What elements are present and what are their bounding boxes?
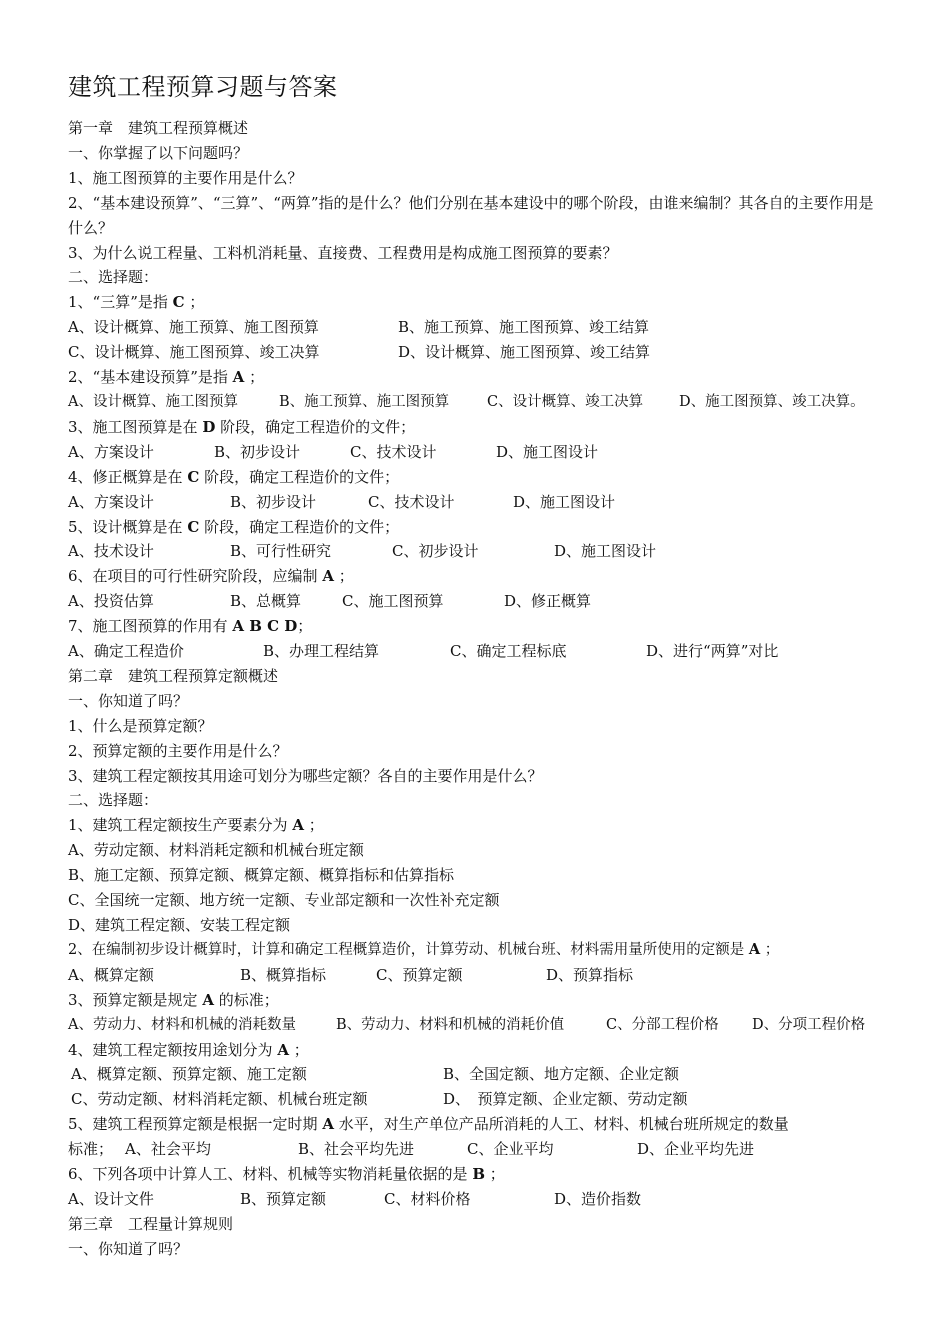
question-tail: 的标准； bbox=[218, 990, 279, 1009]
options-row bbox=[68, 1087, 888, 1112]
section-heading: 二、选择题： bbox=[68, 791, 159, 810]
question-stem: 2、在编制初步设计概算时，计算和确定工程概算造价，计算劳动、机械台班、材料需用量所使用的定额是 bbox=[68, 941, 745, 958]
option: C、设计概算、竣工决算 bbox=[487, 393, 644, 410]
options-row bbox=[68, 490, 888, 515]
answer: D bbox=[202, 417, 216, 436]
chapter-1-heading: 第一章 建筑工程预算概述 bbox=[68, 119, 249, 137]
question-stem: 7、施工图预算的作用有 bbox=[68, 617, 228, 636]
option: A、设计概算、施工预算、施工图预算 bbox=[68, 318, 319, 337]
question-stem: 6、在项目的可行性研究阶段，应编制 bbox=[68, 567, 318, 586]
options-row bbox=[68, 390, 888, 415]
option: C、材料价格 bbox=[384, 1189, 471, 1208]
option: C、全国统一定额、地方统一定额、专业部定额和一次性补充定额 bbox=[68, 891, 500, 910]
option: D、施工图设计 bbox=[513, 492, 616, 511]
options-row bbox=[68, 440, 888, 465]
options-row bbox=[68, 963, 888, 988]
option: D、进行“两算”对比 bbox=[646, 642, 779, 661]
question-tail: ； bbox=[338, 567, 354, 586]
chapter-2-heading: 第二章 建筑工程预算定额概述 bbox=[68, 666, 279, 685]
option: C、预算定额 bbox=[376, 965, 463, 984]
mc-question bbox=[68, 415, 888, 440]
mc-question bbox=[68, 515, 888, 540]
option: C、技术设计 bbox=[350, 442, 437, 461]
answer: A B C D bbox=[232, 617, 298, 636]
question: 2、“基本建设预算”、“三算”、“两算”指的是什么？他们分别在基本建设中的哪个阶段，由谁来编制？其各自的主要作用是什么？ bbox=[68, 193, 874, 237]
option: B、全国定额、地方定额、企业定额 bbox=[443, 1065, 680, 1084]
option: C、企业平均 bbox=[467, 1140, 554, 1159]
question-stem: 4、修正概算是在 bbox=[68, 467, 183, 486]
question-tail: 阶段，确定工程造价的文件； bbox=[204, 467, 400, 486]
answer: C bbox=[187, 517, 200, 536]
question-stem: 2、“基本建设预算”是指 bbox=[68, 368, 228, 387]
options-row bbox=[68, 539, 888, 564]
option: B、总概算 bbox=[230, 592, 302, 611]
option: B、初步设计 bbox=[230, 492, 317, 511]
option: A、劳动定额、材料消耗定额和机械台班定额 bbox=[68, 841, 364, 860]
option: B、施工预算、施工图预算 bbox=[279, 393, 450, 410]
question-stem: 5、建筑工程预算定额是根据一定时期 bbox=[68, 1115, 318, 1134]
section-heading: 一、你掌握了以下问题吗？ bbox=[68, 143, 249, 162]
option: B、劳动力、材料和机械的消耗价值 bbox=[336, 1016, 565, 1033]
answer: C bbox=[172, 293, 185, 312]
options-row bbox=[68, 315, 888, 340]
mc-question bbox=[68, 614, 888, 639]
option: A、技术设计 bbox=[68, 542, 154, 561]
answer: A bbox=[748, 940, 761, 958]
option: D、 预算定额、企业定额、劳动定额 bbox=[443, 1090, 688, 1109]
option: D、企业平均先进 bbox=[637, 1140, 755, 1159]
answer: A bbox=[292, 816, 304, 835]
mc-question bbox=[68, 1162, 888, 1187]
section-heading: 二、选择题： bbox=[68, 268, 159, 287]
option: B、社会平均先进 bbox=[298, 1140, 415, 1159]
option: B、初步设计 bbox=[214, 442, 301, 461]
question: 3、为什么说工程量、工料机消耗量、直接费、工程费用是构成施工图预算的要素？ bbox=[68, 243, 618, 262]
question-tail: 阶段，确定工程造价的文件； bbox=[204, 517, 400, 536]
question: 1、施工图预算的主要作用是什么？ bbox=[68, 168, 303, 187]
question-stem: 4、建筑工程定额按用途划分为 bbox=[68, 1040, 273, 1059]
question: 1、什么是预算定额？ bbox=[68, 716, 213, 735]
question-tail: 阶段，确定工程造价的文件； bbox=[220, 417, 416, 436]
mc-question bbox=[68, 1112, 888, 1137]
mc-question bbox=[68, 938, 888, 963]
options-row bbox=[68, 1062, 888, 1087]
mc-question bbox=[68, 564, 888, 589]
answer: A bbox=[322, 567, 334, 586]
question-stem: 6、下列各项中计算人工、材料、机械等实物消耗量依据的是 bbox=[68, 1165, 468, 1184]
question-stem: 水平，对生产单位产品所消耗的人工、材料、机械台班所规定的数量 bbox=[338, 1115, 789, 1134]
option: B、施工定额、预算定额、概算定额、概算指标和估算指标 bbox=[68, 866, 455, 885]
option: A、确定工程造价 bbox=[68, 642, 184, 661]
question-stem: 1、“三算”是指 bbox=[68, 293, 168, 312]
question-tail: ； bbox=[764, 941, 780, 958]
option: D、施工图设计 bbox=[554, 542, 657, 561]
option: C、确定工程标底 bbox=[450, 642, 567, 661]
question-tail: ； bbox=[189, 293, 205, 312]
option: C、分部工程价格 bbox=[606, 1016, 719, 1033]
options-row bbox=[68, 340, 888, 365]
option: B、预算定额 bbox=[240, 1189, 327, 1208]
answer: A bbox=[202, 990, 214, 1009]
option: C、技术设计 bbox=[368, 492, 455, 511]
options-row bbox=[68, 589, 888, 614]
option: A、概算定额 bbox=[68, 965, 154, 984]
option: B、概算指标 bbox=[240, 965, 327, 984]
mc-question bbox=[68, 365, 888, 390]
mc-question bbox=[68, 988, 888, 1013]
question-stem: 5、设计概算是在 bbox=[68, 517, 183, 536]
option: A、社会平均 bbox=[125, 1140, 211, 1159]
option: D、修正概算 bbox=[504, 592, 592, 611]
question-tail: ； bbox=[249, 368, 265, 387]
section-heading: 一、你知道了吗？ bbox=[68, 691, 189, 710]
question: 3、建筑工程定额按其用途可划分为哪些定额？各自的主要作用是什么？ bbox=[68, 766, 543, 785]
option: A、概算定额、预算定额、施工定额 bbox=[71, 1065, 307, 1084]
section-heading: 一、你知道了吗？ bbox=[68, 1239, 189, 1258]
option: D、造价指数 bbox=[554, 1189, 642, 1208]
answer: C bbox=[187, 467, 200, 486]
question-stem: 1、建筑工程定额按生产要素分为 bbox=[68, 816, 288, 835]
question-stem: 3、施工图预算是在 bbox=[68, 417, 198, 436]
question-tail: ； bbox=[308, 816, 324, 835]
mc-question bbox=[68, 813, 888, 838]
document-page bbox=[68, 70, 888, 1262]
option: D、设计概算、施工图预算、竣工结算 bbox=[398, 343, 651, 362]
mc-question bbox=[68, 1038, 888, 1063]
question-stem: 3、预算定额是规定 bbox=[68, 990, 198, 1009]
option: C、设计概算、施工图预算、竣工决算 bbox=[68, 343, 320, 362]
option: D、预算指标 bbox=[546, 965, 634, 984]
answer: B bbox=[472, 1165, 486, 1184]
question: 2、预算定额的主要作用是什么？ bbox=[68, 741, 288, 760]
mc-question bbox=[68, 290, 888, 315]
option: A、方案设计 bbox=[68, 442, 154, 461]
options-row bbox=[68, 1187, 888, 1212]
option: B、施工预算、施工图预算、竣工结算 bbox=[398, 318, 650, 337]
question-tail: ； bbox=[489, 1165, 505, 1184]
options-row bbox=[68, 1137, 888, 1162]
option: D、施工图设计 bbox=[496, 442, 599, 461]
option: A、方案设计 bbox=[68, 492, 154, 511]
option: D、建筑工程定额、安装工程定额 bbox=[68, 916, 291, 934]
option: D、分项工程价格 bbox=[752, 1016, 866, 1033]
option: D、施工图预算、竣工决算。 bbox=[679, 393, 865, 410]
answer: A bbox=[232, 368, 245, 387]
option: B、办理工程结算 bbox=[263, 642, 380, 661]
option: C、初步设计 bbox=[392, 542, 479, 561]
option: A、劳动力、材料和机械的消耗数量 bbox=[68, 1016, 296, 1033]
option: A、设计文件 bbox=[68, 1189, 154, 1208]
question-tail: ； bbox=[297, 617, 313, 636]
chapter-3-heading: 第三章 工程量计算规则 bbox=[68, 1214, 234, 1233]
option: C、劳动定额、材料消耗定额、机械台班定额 bbox=[71, 1090, 368, 1109]
answer: A bbox=[322, 1115, 334, 1134]
question-tail: 标准； bbox=[68, 1140, 114, 1159]
option: A、投资估算 bbox=[68, 592, 154, 611]
document-title: 建筑工程预算习题与答案 bbox=[68, 73, 338, 101]
option: C、施工图预算 bbox=[342, 592, 444, 611]
options-row bbox=[68, 1013, 888, 1038]
mc-question bbox=[68, 465, 888, 490]
option: A、设计概算、施工图预算 bbox=[68, 393, 238, 410]
answer: A bbox=[277, 1040, 289, 1059]
question-tail: ； bbox=[293, 1040, 309, 1059]
options-row bbox=[68, 639, 888, 664]
option: B、可行性研究 bbox=[230, 542, 332, 561]
